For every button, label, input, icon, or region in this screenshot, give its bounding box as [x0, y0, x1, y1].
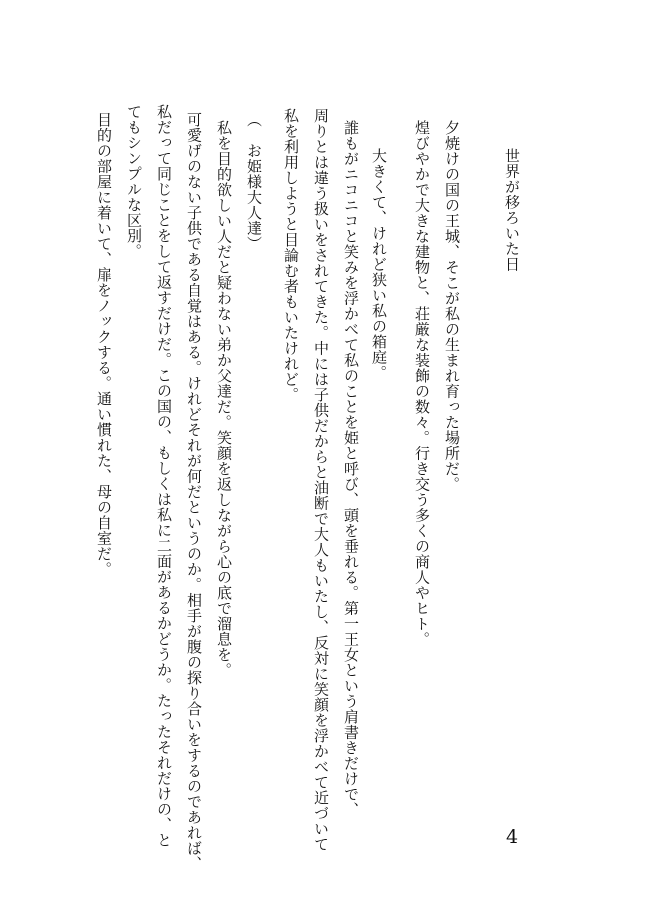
text-line-7: （ お姫様大人達）	[245, 112, 263, 252]
text-line-12: 目的の部屋に着いて、扉をノックする。通い慣れた、母の自室だ。	[95, 112, 113, 577]
text-line-5: 周りとは違う扱いをされてきた。中には子供だからと油断で大人もいたし、反対に笑顔を浮かべて近づいて	[312, 108, 330, 852]
text-line-3: 大きくて、けれど狭い私の箱庭。	[370, 148, 388, 381]
text-line-2: 煌びやかで大きな建物と、荘厳な装飾の数々。行き交う多くの商人やヒト。	[413, 120, 431, 647]
text-line-11: てもシンプルな区別。	[125, 104, 143, 259]
chapter-title: 世界が移ろいた日	[503, 148, 521, 272]
page-number: 4	[506, 826, 519, 848]
text-line-10: 私だって同じことをして返すだけだ。この国の、もしくは私に二面があるかどうか。たったそれだけの、と	[155, 104, 173, 848]
text-line-1: 夕焼けの国の王城、そこが私の生まれ育った場所だ。	[443, 120, 461, 492]
text-line-8: 私を目的欲しい人だと疑わない弟か父達だ。笑顔を返しながら心の底で溜息を。	[215, 120, 233, 678]
text-line-6: 私を利用しようと目論む者もいたけれど。	[282, 108, 300, 403]
text-line-9: 可愛げのない子供である自覚はある。けれどそれが何だというのか。相手が腹の探り合いをするのであれば、	[185, 112, 203, 872]
text-line-4: 誰もがニコニコと笑みを浮かべて私のことを姫と呼び、頭を垂れる。第一王女という肩書きだけで、	[342, 120, 360, 818]
